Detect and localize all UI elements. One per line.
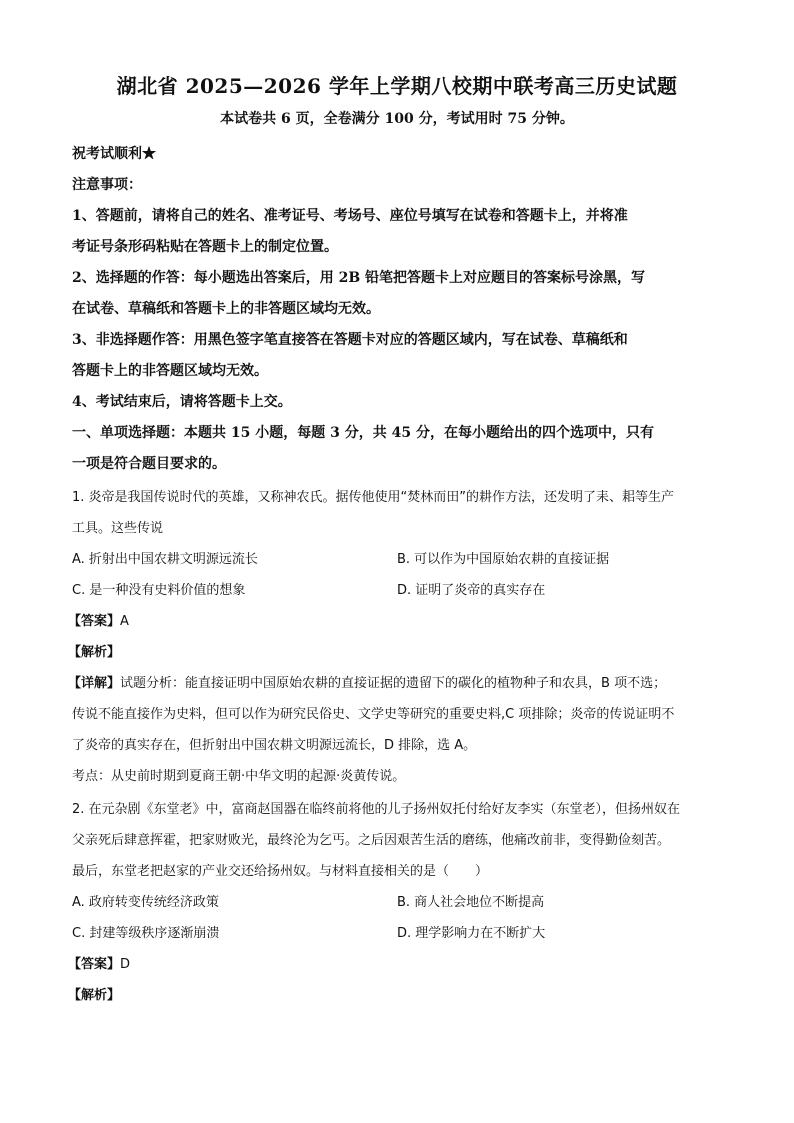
option-b: B. 商人社会地位不断提高 — [397, 895, 545, 910]
answer-tag: 【答案】 — [68, 957, 121, 972]
notice-title: 注意事项： — [72, 177, 142, 193]
wish-text: 祝考试顺利★ — [72, 146, 156, 162]
option-d: D. 证明了炎帝的真实存在 — [397, 583, 546, 598]
detail-line: 了炎帝的真实存在，但折射出中国农耕文明源远流长，D 排除，选 A。 — [72, 738, 477, 753]
page-subtitle: 本试卷共 6 页，全卷满分 100 分，考试用时 75 分钟。 — [220, 111, 574, 127]
detail-text: 试题分析：能直接证明中国原始农耕的直接证据的遗留下的碳化的植物种子和农具，B 项不选； — [120, 676, 667, 691]
option-a: A. 折射出中国农耕文明源远流长 — [72, 552, 258, 567]
detail-tag: 【详解】 — [68, 676, 121, 691]
question-stem: 最后，东堂老把赵家的产业交还给扬州奴。与材料直接相关的是（ ） — [72, 864, 489, 879]
answer-tag: 【答案】 — [68, 614, 121, 629]
answer-value: D — [120, 957, 131, 972]
option-a: A. 政府转变传统经济政策 — [72, 895, 219, 910]
kaodian-line: 考点：从史前时期到夏商王朝·中华文明的起源·炎黄传说。 — [72, 769, 406, 784]
detail-line — [68, 672, 723, 691]
notice-line: 在试卷、草稿纸和答题卡上的非答题区域均无效。 — [72, 301, 380, 317]
question-stem: 1. 炎帝是我国传说时代的英雄，又称神农氏。据传他使用“焚林而田”的耕作方法，还发明了耒、耜等生产 — [72, 490, 675, 505]
analysis-tag: 【解析】 — [68, 645, 121, 660]
notice-line: 4、考试结束后，请将答题卡上交。 — [72, 394, 292, 410]
analysis-tag: 【解析】 — [68, 988, 121, 1003]
option-b: B. 可以作为中国原始农耕的直接证据 — [397, 552, 610, 567]
page-title: 湖北省 2025—2026 学年上学期八校期中联考高三历史试题 — [116, 74, 678, 98]
question-stem: 工具。这些传说 — [72, 521, 164, 536]
notice-line: 1、答题前，请将自己的姓名、准考证号、考场号、座位号填写在试卷和答题卡上，并将准 — [72, 208, 628, 224]
question-stem: 父亲死后肆意挥霍，把家财败光，最终沦为乞丐。之后因艰苦生活的磨练，他痛改前非，变得勤俭刻苦。 — [72, 833, 671, 848]
question-stem: 2. 在元杂剧《东堂老》中，富商赵国器在临终前将他的儿子扬州奴托付给好友李实（东堂老），但扬州奴在 — [72, 802, 681, 817]
notice-line: 2、选择题的作答：每小题选出答案后，用 2B 铅笔把答题卡上对应题目的答案标号涂黑，写 — [72, 270, 646, 286]
answer-value: A — [120, 614, 129, 629]
notice-line: 答题卡上的非答题区域均无效。 — [72, 363, 268, 379]
detail-line: 传说不能直接作为史料，但可以作为研究民俗史、文学史等研究的重要史料,C 项排除；炎帝的传说证明不 — [72, 707, 675, 722]
section-heading: 一项是符合题目要求的。 — [72, 456, 226, 472]
answer-line — [68, 953, 723, 972]
notice-line: 3、非选择题作答：用黑色签字笔直接答在答题卡对应的答题区域内，写在试卷、草稿纸和 — [72, 332, 628, 348]
option-d: D. 理学影响力在不断扩大 — [397, 926, 546, 941]
option-c: C. 是一种没有史料价值的想象 — [72, 583, 246, 598]
answer-line — [68, 610, 723, 629]
notice-line: 考证号条形码粘贴在答题卡上的制定位置。 — [72, 239, 338, 255]
option-c: C. 封建等级秩序逐渐崩溃 — [72, 926, 220, 941]
section-heading: 一、单项选择题：本题共 15 小题，每题 3 分，共 45 分，在每小题给出的四个选项中，只有 — [72, 425, 654, 441]
